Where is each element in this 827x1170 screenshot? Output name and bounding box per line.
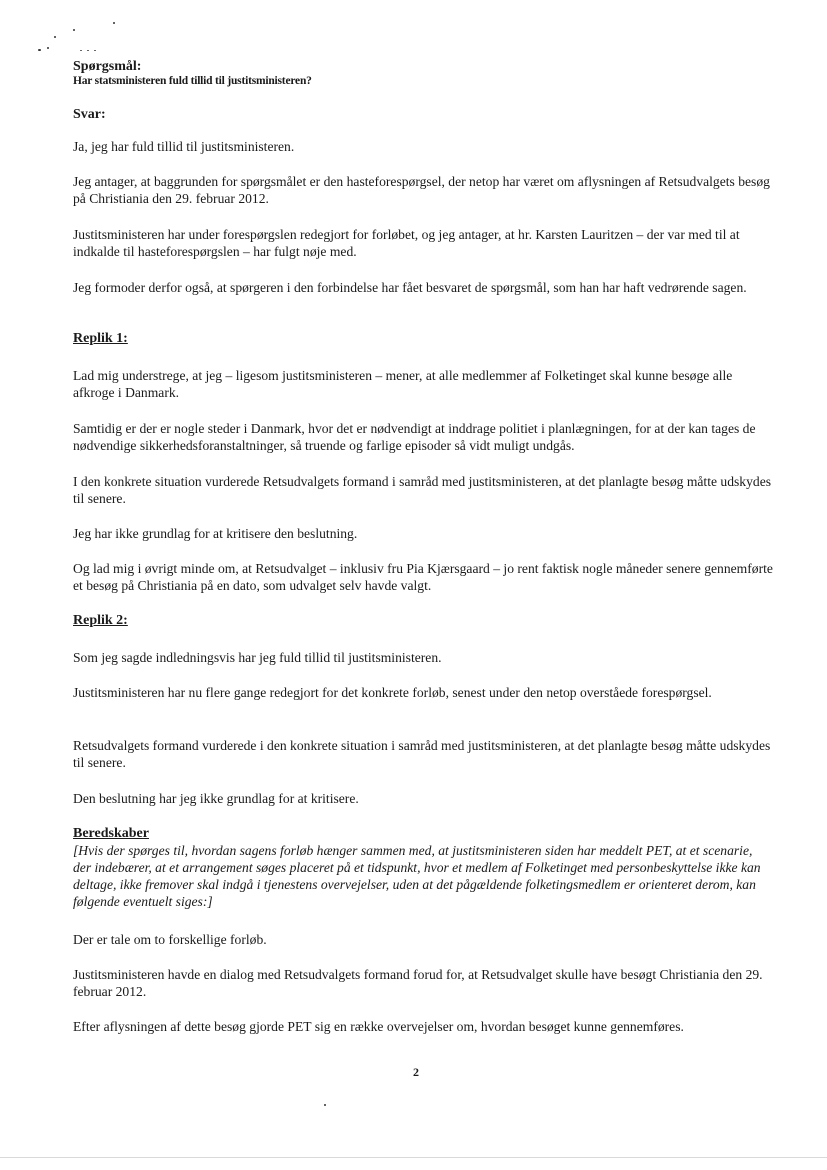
scan-edge-line	[0, 1157, 827, 1158]
replik1-heading: Replik 1:	[73, 331, 128, 346]
scan-speck	[87, 50, 89, 51]
answer-paragraph: Justitsministeren har under forespørgslen redegjort for forløbet, og jeg antager, at hr. Karsten Lauritzen – der var med til at indkalde til hasteforespørgslen – har fulgt nøje med.	[73, 227, 740, 259]
beredskaber-intro: [Hvis der spørges til, hvordan sagens forløb hænger sammen med, at justitsministeren siden har meddelt PET, at et scenarie, der indebærer, at et arrangement søges placeret på et tidspunkt, hvor et medlem af Folketinget med personbeskyttelse ikke kan deltage, ikke fremover skal indgå i tjenestens overvejelser, uden at det pågældende folketingsmedlem er orienteret derom, kan følgende eventuelt siges:]	[73, 843, 761, 909]
answer-paragraph: Ja, jeg har fuld tillid til justitsministeren.	[73, 139, 295, 154]
beredskaber-paragraph: Der er tale om to forskellige forløb.	[73, 932, 267, 947]
scan-speck	[113, 22, 115, 24]
replik1-paragraph: Og lad mig i øvrigt minde om, at Retsudvalget – inklusiv fru Pia Kjærsgaard – jo rent faktisk nogle måneder senere gennemførte et besøg på Christiania på en dato, som udvalget selv havde valgt.	[73, 561, 773, 593]
scan-speck	[73, 29, 75, 31]
replik1-paragraph: Samtidig er der er nogle steder i Danmark, hvor det er nødvendigt at inddrage politiet i planlægningen, for at der kan tages de nødvendige sikkerhedsforanstaltninger, så truende og farlige episoder så vidt muligt undgås.	[73, 421, 756, 453]
question-heading: Spørgsmål:	[73, 59, 142, 74]
replik2-heading: Replik 2:	[73, 613, 128, 628]
replik1-paragraph: I den konkrete situation vurderede Retsudvalgets formand i samråd med justitsministeren, at det planlagte besøg måtte udskydes til senere.	[73, 474, 772, 506]
answer-paragraph: Jeg antager, at baggrunden for spørgsmålet er den hasteforespørgsel, der netop har været om aflysningen af Retsudvalgets besøg på Christiania den 29. februar 2012.	[73, 174, 770, 206]
scan-speck	[94, 50, 96, 51]
answer-heading: Svar:	[73, 107, 106, 122]
scan-speck	[47, 47, 49, 49]
replik2-paragraph: Justitsministeren har nu flere gange redegjort for det konkrete forløb, senest under den netop overståede forespørgsel.	[73, 685, 712, 700]
beredskaber-paragraph: Efter aflysningen af dette besøg gjorde PET sig en række overvejelser om, hvordan besøget kunne gennemføres.	[73, 1019, 684, 1034]
beredskaber-paragraph: Justitsministeren havde en dialog med Retsudvalgets formand forud for, at Retsudvalget skulle have besøgt Christiania den 29. februar 2012.	[73, 967, 763, 999]
replik2-paragraph: Retsudvalgets formand vurderede i den konkrete situation i samråd med justitsministeren, at det planlagte besøg måtte udskydes til senere.	[73, 738, 771, 770]
replik2-paragraph: Som jeg sagde indledningsvis har jeg fuld tillid til justitsministeren.	[73, 650, 442, 665]
scan-speck	[80, 50, 82, 51]
page-number: 2	[413, 1065, 419, 1079]
question-text: Har statsministeren fuld tillid til justitsministeren?	[73, 75, 312, 87]
beredskaber-heading: Beredskaber	[73, 826, 149, 841]
scan-speck	[324, 1104, 326, 1106]
scan-speck	[38, 49, 41, 51]
replik1-paragraph: Jeg har ikke grundlag for at kritisere den beslutning.	[73, 526, 358, 541]
answer-paragraph: Jeg formoder derfor også, at spørgeren i den forbindelse har fået besvaret de spørgsmål, som han har haft vedrørende sagen.	[73, 280, 747, 295]
replik1-paragraph: Lad mig understrege, at jeg – ligesom justitsministeren – mener, at alle medlemmer af Folketinget skal kunne besøge alle afkroge i Danmark.	[73, 368, 733, 400]
scan-speck	[54, 36, 56, 38]
replik2-paragraph: Den beslutning har jeg ikke grundlag for at kritisere.	[73, 791, 359, 806]
